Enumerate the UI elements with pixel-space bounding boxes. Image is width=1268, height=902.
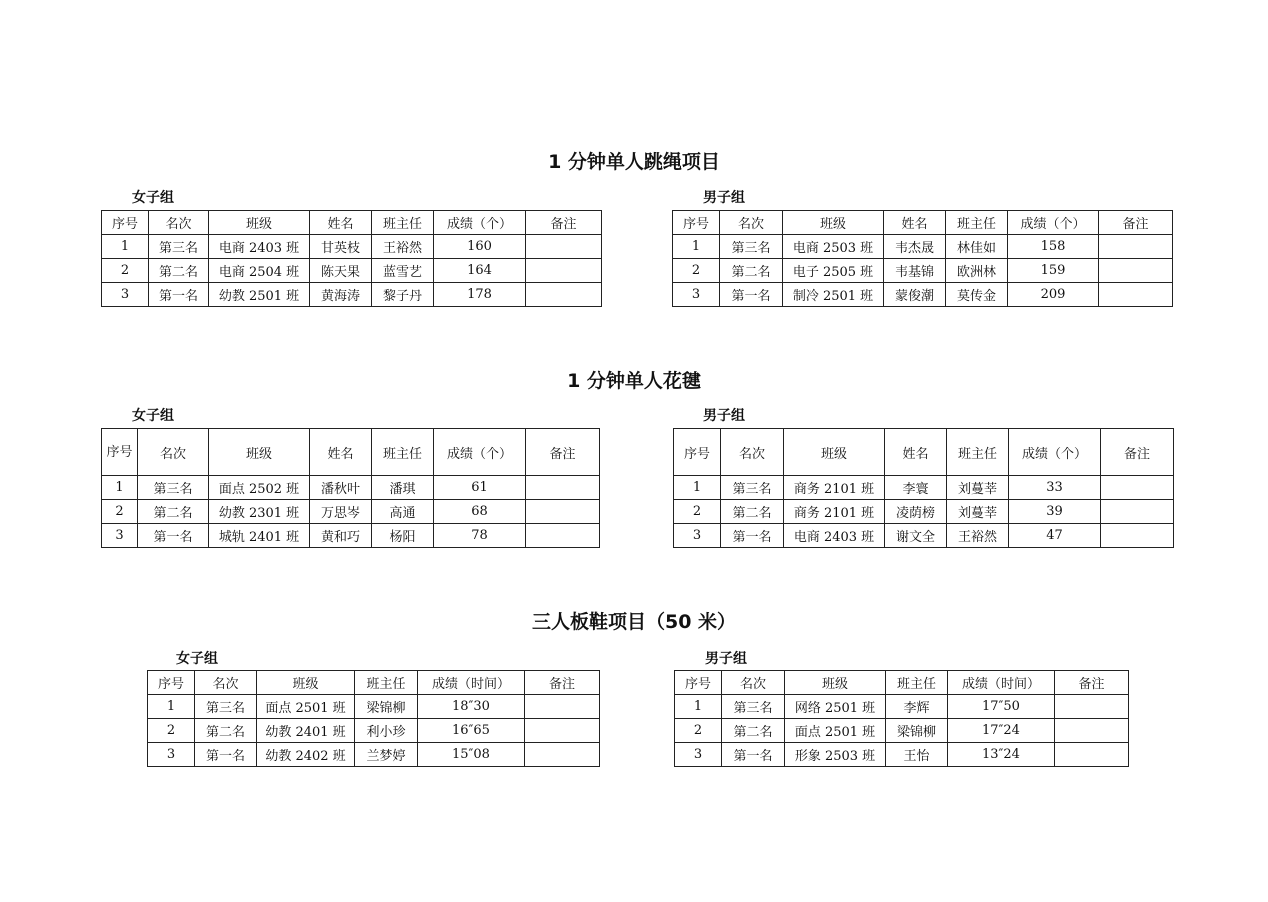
cell-score: 16″65 [418,719,525,743]
cell-name: 蒙俊潮 [884,283,946,307]
table-row [673,235,1173,259]
cell-teacher: 蓝雪艺 [372,259,434,283]
cell-index: 3 [102,283,149,307]
cell-teacher: 杨阳 [372,524,434,548]
cell-teacher: 刘蔓莘 [947,476,1009,500]
table-row [675,695,1129,719]
cell-name: 凌荫榜 [885,500,947,524]
header-score: 成绩（时间） [948,671,1055,695]
table-header-row [673,211,1173,235]
cell-rank: 第二名 [195,719,257,743]
cell-score: 209 [1008,283,1099,307]
cell-teacher: 王裕然 [372,235,434,259]
cell-rank: 第一名 [722,743,785,767]
cell-class: 面点 2501 班 [785,719,886,743]
cell-teacher: 兰梦婷 [355,743,418,767]
cell-remark [1055,719,1129,743]
cell-index: 1 [674,476,721,500]
cell-class: 电商 2403 班 [209,235,310,259]
header-rank: 名次 [138,429,209,476]
cell-remark [1099,283,1173,307]
cell-teacher: 梁锦柳 [886,719,948,743]
cell-teacher: 梁锦柳 [355,695,418,719]
cell-remark [526,283,602,307]
header-name: 姓名 [884,211,946,235]
header-index: 序号 [102,429,138,476]
table-row [102,476,600,500]
cell-score: 39 [1009,500,1101,524]
cell-class: 电商 2504 班 [209,259,310,283]
cell-class: 商务 2101 班 [784,500,885,524]
shuttlecock-female-table [101,428,600,548]
header-score: 成绩（时间） [418,671,525,695]
cell-teacher: 王裕然 [947,524,1009,548]
cell-teacher: 王怡 [886,743,948,767]
table-row [102,500,600,524]
header-name: 姓名 [310,429,372,476]
cell-index: 3 [673,283,720,307]
header-remark: 备注 [525,671,600,695]
cell-index: 3 [102,524,138,548]
table-row [148,719,600,743]
female-group-label: 女子组 [132,408,174,424]
jump-rope-male-table [672,210,1173,307]
header-teacher: 班主任 [372,429,434,476]
header-teacher: 班主任 [372,211,434,235]
cell-rank: 第二名 [138,500,209,524]
cell-index: 2 [675,719,722,743]
jump-rope-female-table [101,210,602,307]
cell-rank: 第二名 [721,500,784,524]
cell-teacher: 林佳如 [946,235,1008,259]
female-group-label: 女子组 [176,651,218,667]
cell-teacher: 刘蔓莘 [947,500,1009,524]
header-rank: 名次 [721,429,784,476]
cell-rank: 第一名 [195,743,257,767]
cell-remark [526,524,600,548]
table-row [148,695,600,719]
cell-index: 1 [675,695,722,719]
cell-name: 黄海涛 [310,283,372,307]
cell-remark [526,259,602,283]
table-row [102,235,602,259]
cell-score: 178 [434,283,526,307]
cell-score: 33 [1009,476,1101,500]
cell-score: 68 [434,500,526,524]
cell-index: 1 [102,476,138,500]
cell-remark [526,235,602,259]
cell-rank: 第一名 [720,283,783,307]
section-title-shuttlecock: 1 分钟单人花毽 [567,370,701,392]
header-remark: 备注 [1099,211,1173,235]
cell-rank: 第三名 [720,235,783,259]
table-row [674,500,1174,524]
cell-name: 万思岑 [310,500,372,524]
header-remark: 备注 [1101,429,1174,476]
header-remark: 备注 [526,211,602,235]
cell-name: 韦杰晟 [884,235,946,259]
cell-class: 幼教 2501 班 [209,283,310,307]
cell-index: 2 [102,259,149,283]
cell-remark [1099,235,1173,259]
header-remark: 备注 [526,429,600,476]
header-class: 班级 [209,211,310,235]
header-class: 班级 [783,211,884,235]
cell-class: 制冷 2501 班 [783,283,884,307]
header-score: 成绩（个） [434,429,526,476]
header-index: 序号 [102,211,149,235]
cell-name: 黄和巧 [310,524,372,548]
cell-score: 160 [434,235,526,259]
header-teacher: 班主任 [946,211,1008,235]
male-group-label: 男子组 [703,190,745,206]
cell-name: 李寰 [885,476,947,500]
cell-remark [1099,259,1173,283]
header-rank: 名次 [720,211,783,235]
cell-index: 3 [148,743,195,767]
cell-class: 电商 2503 班 [783,235,884,259]
table-row [102,524,600,548]
cell-remark [1101,524,1174,548]
table-header-row [102,429,600,476]
cell-name: 潘秋叶 [310,476,372,500]
cell-remark [526,500,600,524]
header-class: 班级 [209,429,310,476]
table-row [148,743,600,767]
cell-rank: 第三名 [722,695,785,719]
cell-teacher: 潘琪 [372,476,434,500]
cell-class: 电子 2505 班 [783,259,884,283]
cell-rank: 第一名 [721,524,784,548]
cell-rank: 第二名 [722,719,785,743]
table-row [673,283,1173,307]
cell-class: 形象 2503 班 [785,743,886,767]
female-group-label: 女子组 [132,190,174,206]
cell-teacher: 李辉 [886,695,948,719]
cell-index: 2 [102,500,138,524]
cell-index: 2 [148,719,195,743]
cell-score: 17″24 [948,719,1055,743]
cell-score: 15″08 [418,743,525,767]
header-score: 成绩（个） [434,211,526,235]
board-shoes-female-table [147,670,600,767]
cell-class: 面点 2502 班 [209,476,310,500]
header-index: 序号 [674,429,721,476]
cell-class: 城轨 2401 班 [209,524,310,548]
board-shoes-male-table [674,670,1129,767]
cell-class: 幼教 2401 班 [257,719,355,743]
cell-rank: 第三名 [149,235,209,259]
cell-rank: 第三名 [195,695,257,719]
header-class: 班级 [257,671,355,695]
header-teacher: 班主任 [947,429,1009,476]
male-group-label: 男子组 [705,651,747,667]
table-row [674,524,1174,548]
cell-rank: 第一名 [149,283,209,307]
cell-score: 61 [434,476,526,500]
cell-teacher: 欧洲林 [946,259,1008,283]
cell-teacher: 高通 [372,500,434,524]
cell-remark [525,695,600,719]
table-row [674,476,1174,500]
cell-remark [525,743,600,767]
cell-index: 1 [148,695,195,719]
header-score: 成绩（个） [1008,211,1099,235]
table-row [102,259,602,283]
table-header-row [674,429,1174,476]
cell-index: 2 [674,500,721,524]
cell-remark [526,476,600,500]
header-remark: 备注 [1055,671,1129,695]
cell-class: 面点 2501 班 [257,695,355,719]
header-name: 姓名 [310,211,372,235]
cell-score: 13″24 [948,743,1055,767]
cell-remark [525,719,600,743]
cell-name: 陈天果 [310,259,372,283]
table-row [673,259,1173,283]
header-class: 班级 [785,671,886,695]
table-header-row [102,211,602,235]
table-header-row [148,671,600,695]
header-name: 姓名 [885,429,947,476]
cell-rank: 第二名 [149,259,209,283]
header-score: 成绩（个） [1009,429,1101,476]
cell-index: 1 [102,235,149,259]
cell-score: 78 [434,524,526,548]
cell-teacher: 黎子丹 [372,283,434,307]
section-title-jump-rope: 1 分钟单人跳绳项目 [548,151,720,173]
cell-remark [1101,476,1174,500]
cell-class: 电商 2403 班 [784,524,885,548]
cell-remark [1055,743,1129,767]
cell-remark [1055,695,1129,719]
cell-score: 159 [1008,259,1099,283]
cell-name: 谢文全 [885,524,947,548]
cell-score: 18″30 [418,695,525,719]
header-class: 班级 [784,429,885,476]
cell-class: 商务 2101 班 [784,476,885,500]
cell-class: 幼教 2301 班 [209,500,310,524]
header-teacher: 班主任 [886,671,948,695]
cell-score: 164 [434,259,526,283]
table-row [102,283,602,307]
cell-score: 158 [1008,235,1099,259]
cell-rank: 第一名 [138,524,209,548]
shuttlecock-male-table [673,428,1174,548]
cell-score: 17″50 [948,695,1055,719]
cell-index: 2 [673,259,720,283]
cell-name: 甘英枝 [310,235,372,259]
cell-rank: 第三名 [721,476,784,500]
header-rank: 名次 [195,671,257,695]
header-teacher: 班主任 [355,671,418,695]
cell-rank: 第二名 [720,259,783,283]
table-row [675,743,1129,767]
cell-remark [1101,500,1174,524]
table-row [675,719,1129,743]
cell-teacher: 利小珍 [355,719,418,743]
header-index: 序号 [675,671,722,695]
header-index: 序号 [148,671,195,695]
cell-index: 3 [675,743,722,767]
section-title-board-shoes: 三人板鞋项目（50 米） [531,611,737,633]
cell-class: 幼教 2402 班 [257,743,355,767]
male-group-label: 男子组 [703,408,745,424]
table-header-row [675,671,1129,695]
cell-teacher: 莫传金 [946,283,1008,307]
cell-rank: 第三名 [138,476,209,500]
cell-name: 韦基锦 [884,259,946,283]
cell-index: 3 [674,524,721,548]
header-index: 序号 [673,211,720,235]
cell-index: 1 [673,235,720,259]
header-rank: 名次 [149,211,209,235]
cell-class: 网络 2501 班 [785,695,886,719]
cell-score: 47 [1009,524,1101,548]
header-rank: 名次 [722,671,785,695]
